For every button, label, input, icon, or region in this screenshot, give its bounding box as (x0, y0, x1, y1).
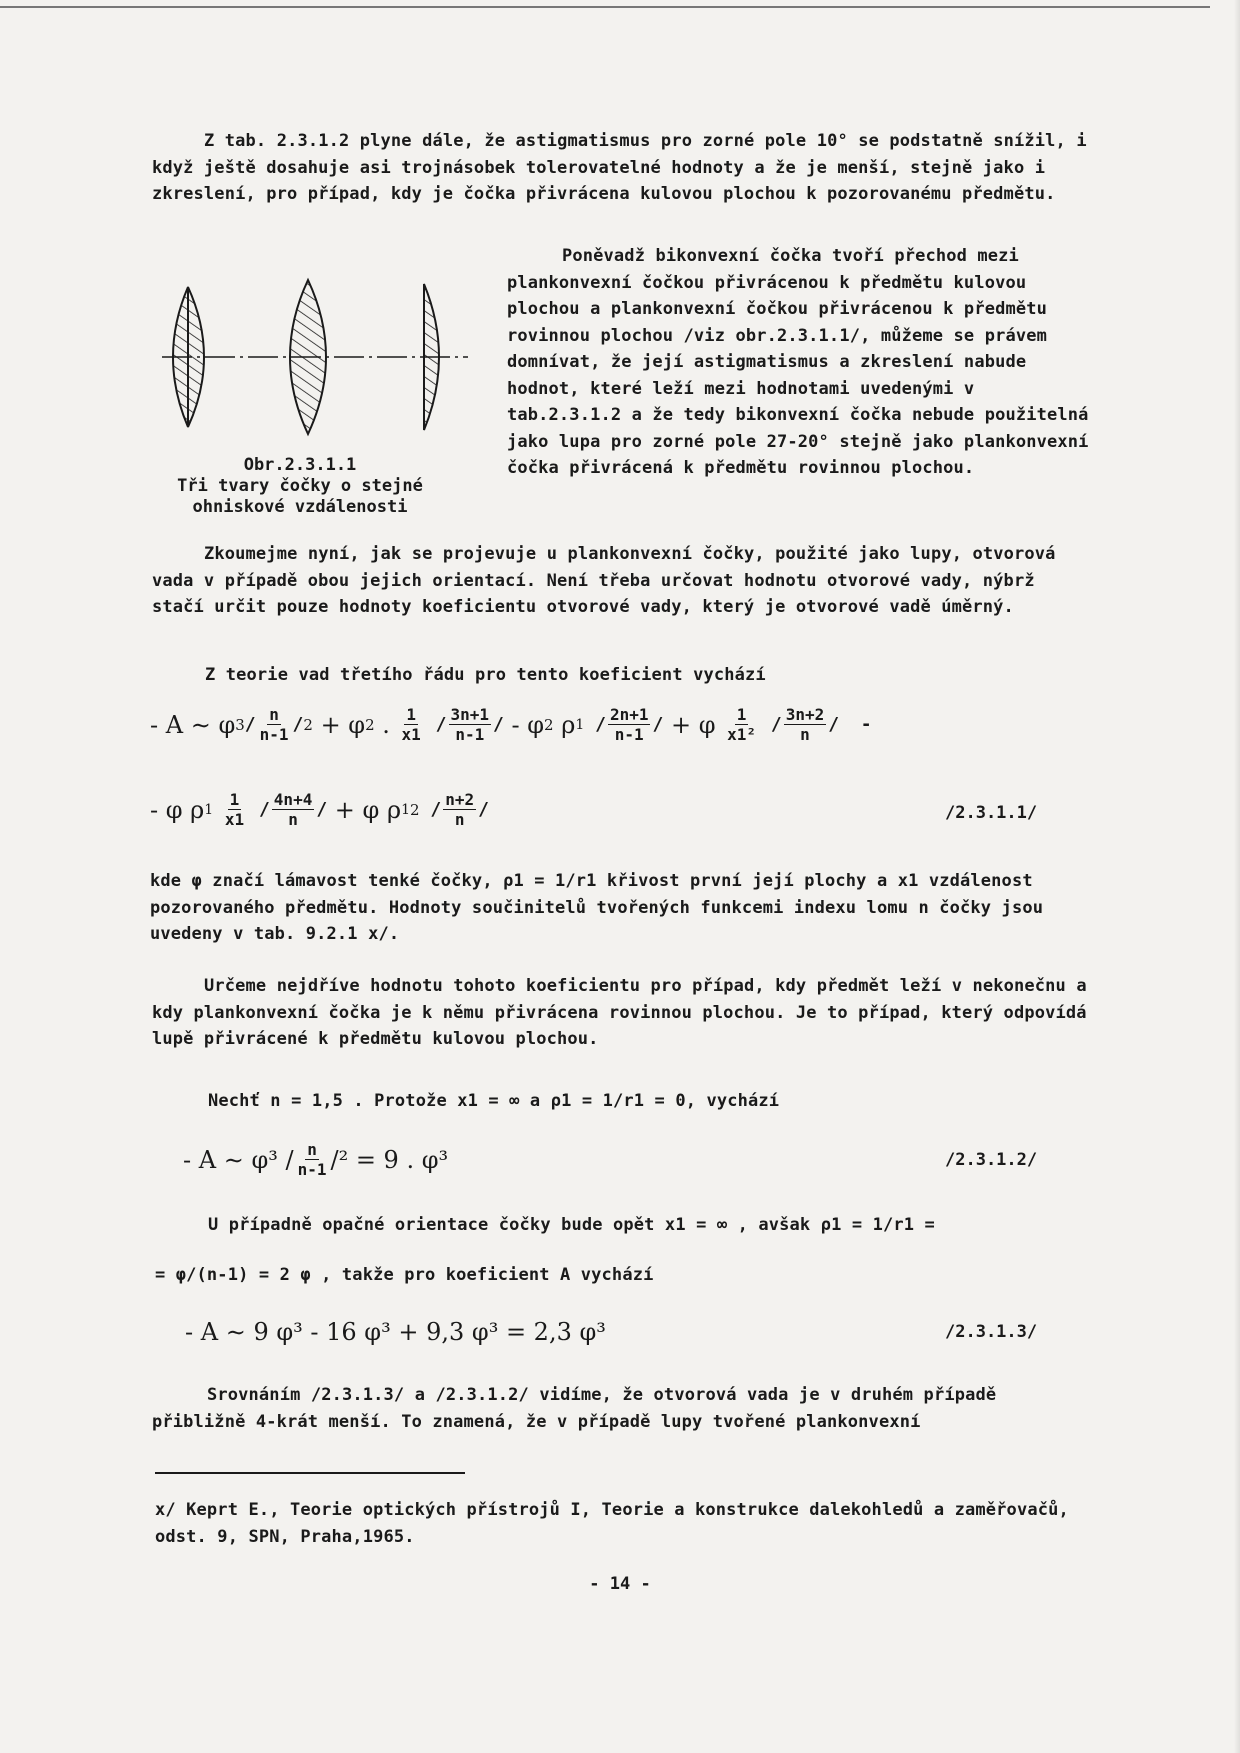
paragraph-4: Z teorie vad třetího řádu pro tento koeficient vychází (205, 665, 766, 685)
plano-convex-lens-right (424, 284, 439, 430)
fraction: $\frac{1}{\text{x1²}}$ (727, 705, 757, 744)
fraction: $\frac{4n+4}{n}$ (273, 790, 313, 829)
biconvex-lens (290, 280, 326, 434)
line-opačné-orientace: U případně opačné orientace čočky bude opět x1 = ∞ , avšak ρ1 = 1/r1 = (208, 1215, 935, 1235)
fraction: $\frac{1}{x1}$ (224, 790, 245, 829)
equation-2 (183, 1140, 448, 1179)
fraction: $\frac{2n+1}{n-1}$ (609, 705, 649, 744)
figure-caption (150, 455, 450, 518)
figure-label: Obr.2.3.1.1 (243, 455, 357, 475)
figure-caption-line-2: ohniskové vzdálenosti (192, 497, 408, 517)
line-nechť: Nechť n = 1,5 . Protože x1 = ∞ a ρ1 = 1/r1 = 0, vychází (208, 1091, 780, 1111)
eq2-lead: - A ∼ φ³ / (183, 1145, 294, 1174)
top-rule (0, 6, 1210, 8)
fraction: $\frac{n+2}{n}$ (445, 790, 475, 829)
footnote: x/ Keprt E., Teorie optických přístrojů I, Teorie a konstrukce dalekohledů a zaměřovačů, odst. 9, SPN, Praha,1965. (155, 1500, 1069, 1547)
equation-3-number: /2.3.1.3/ (945, 1322, 1038, 1342)
equation-1-line-1: - A ∼ φ 3 / $\frac{n}{n-1}$ / 2 + φ 2 . $\frac{1}{x1}$ / $\frac{3n+1}{n-1}$ / - φ 2 ρ 1 / $\frac{2n+1}{n-1}$ / + φ $\frac{1}{\text{x1²}}$ / $\frac{3n+2}{n}$ / - (150, 705, 872, 744)
paragraph-3: Zkoumejme nyní, jak se projevuje u plankonvexní čočky, použité jako lupy, otvorová vada v případě obou jejich orientací. Není třeba určovat hodnotu otvorové vady, nýbrž stačí určit pouze hodnoty koeficientu otvorové vady, který je otvorové vadě úměrný. (152, 544, 1056, 617)
paragraph-6: Určeme nejdříve hodnotu tohoto koeficientu pro případ, kdy předmět leží v nekonečnu a kdy plankonvexní čočka je k němu přivrácena rovinnou plochou. Je to případ, který odpovídá lupě přivrácené k předmětu kulovou plochou. (152, 976, 1087, 1049)
plano-convex-lens-left (173, 287, 188, 427)
equation-1-number: /2.3.1.1/ (945, 803, 1038, 823)
fraction: $\frac{n}{n-1}$ (297, 1140, 327, 1179)
fraction: $\frac{n}{n-1}$ (259, 705, 289, 744)
paragraph-7: Srovnáním /2.3.1.3/ a /2.3.1.2/ vidíme, že otvorová vada je v druhém případě přibližně 4-krát menší. To znamená, že v případě lupy tvořené plankonvexní (152, 1385, 997, 1432)
page-number: - 14 - (589, 1574, 651, 1594)
paragraph-2: Poněvadž bikonvexní čočka tvoří přechod mezi plankonvexní čočkou přivrácenou k předmětu kulovou plochou a plankonvexní čočkou přivrácenou k předmětu rovinnou plochou /viz obr.2.3.1.1/, můžeme se právem domnívat, že její astigmatismus a zkreslení nabude hodnot, které leží mezi hodnotami uvedenými v tab.2.3.1.2 a že tedy bikonvexní čočka nebude použitelná jako lupa pro zorné pole 27-20° stejně jako plankonvexní čočka přivrácená k předmětu rovinnou plochou. (507, 246, 1089, 478)
equation-1-line-2: - φ ρ 1 $\frac{1}{x1}$ / $\frac{4n+4}{n}$ / + φ ρ 1 2 / $\frac{n+2}{n}$ / (150, 790, 489, 829)
footnote-rule (155, 1472, 465, 1474)
figure-caption-line-1: Tři tvary čočky o stejné (177, 476, 423, 496)
eq1-lead: - A ∼ φ (150, 710, 236, 739)
fraction: $\frac{3n+2}{n}$ (785, 705, 825, 744)
paragraph-1: Z tab. 2.3.1.2 plyne dále, že astigmatismus pro zorné pole 10° se podstatně snížil, i když ještě dosahuje asi trojnásobek tolerovatelné hodnoty a že je menší, stejně jako i zkreslení, pro případ, kdy je čočka přivrácena kulovou plochou k pozorovanému předmětu. (152, 131, 1087, 204)
equation-3: - A ∼ 9 φ³ - 16 φ³ + 9,3 φ³ = 2,3 φ³ (185, 1318, 606, 1346)
fraction: $\frac{3n+1}{n-1}$ (450, 705, 490, 744)
fraction: $\frac{1}{x1}$ (401, 705, 421, 744)
plano-convex-lens-left-flat (188, 287, 204, 427)
equation-2-number: /2.3.1.2/ (945, 1150, 1038, 1170)
line-phi-equation: = φ/(n-1) = 2 φ , takže pro koeficient A vychází (155, 1265, 654, 1285)
lens-figure (150, 262, 470, 437)
paragraph-5: kde φ značí lámavost tenké čočky, ρ1 = 1/r1 křivost první její plochy a x1 vzdálenost pozorovaného předmětu. Hodnoty součinitelů tvořených funkcemi indexu lomu n čočky jsou uvedeny v tab. 9.2.1 x/. (150, 871, 1044, 944)
eq2-tail: /² = 9 . φ³ (330, 1145, 449, 1174)
